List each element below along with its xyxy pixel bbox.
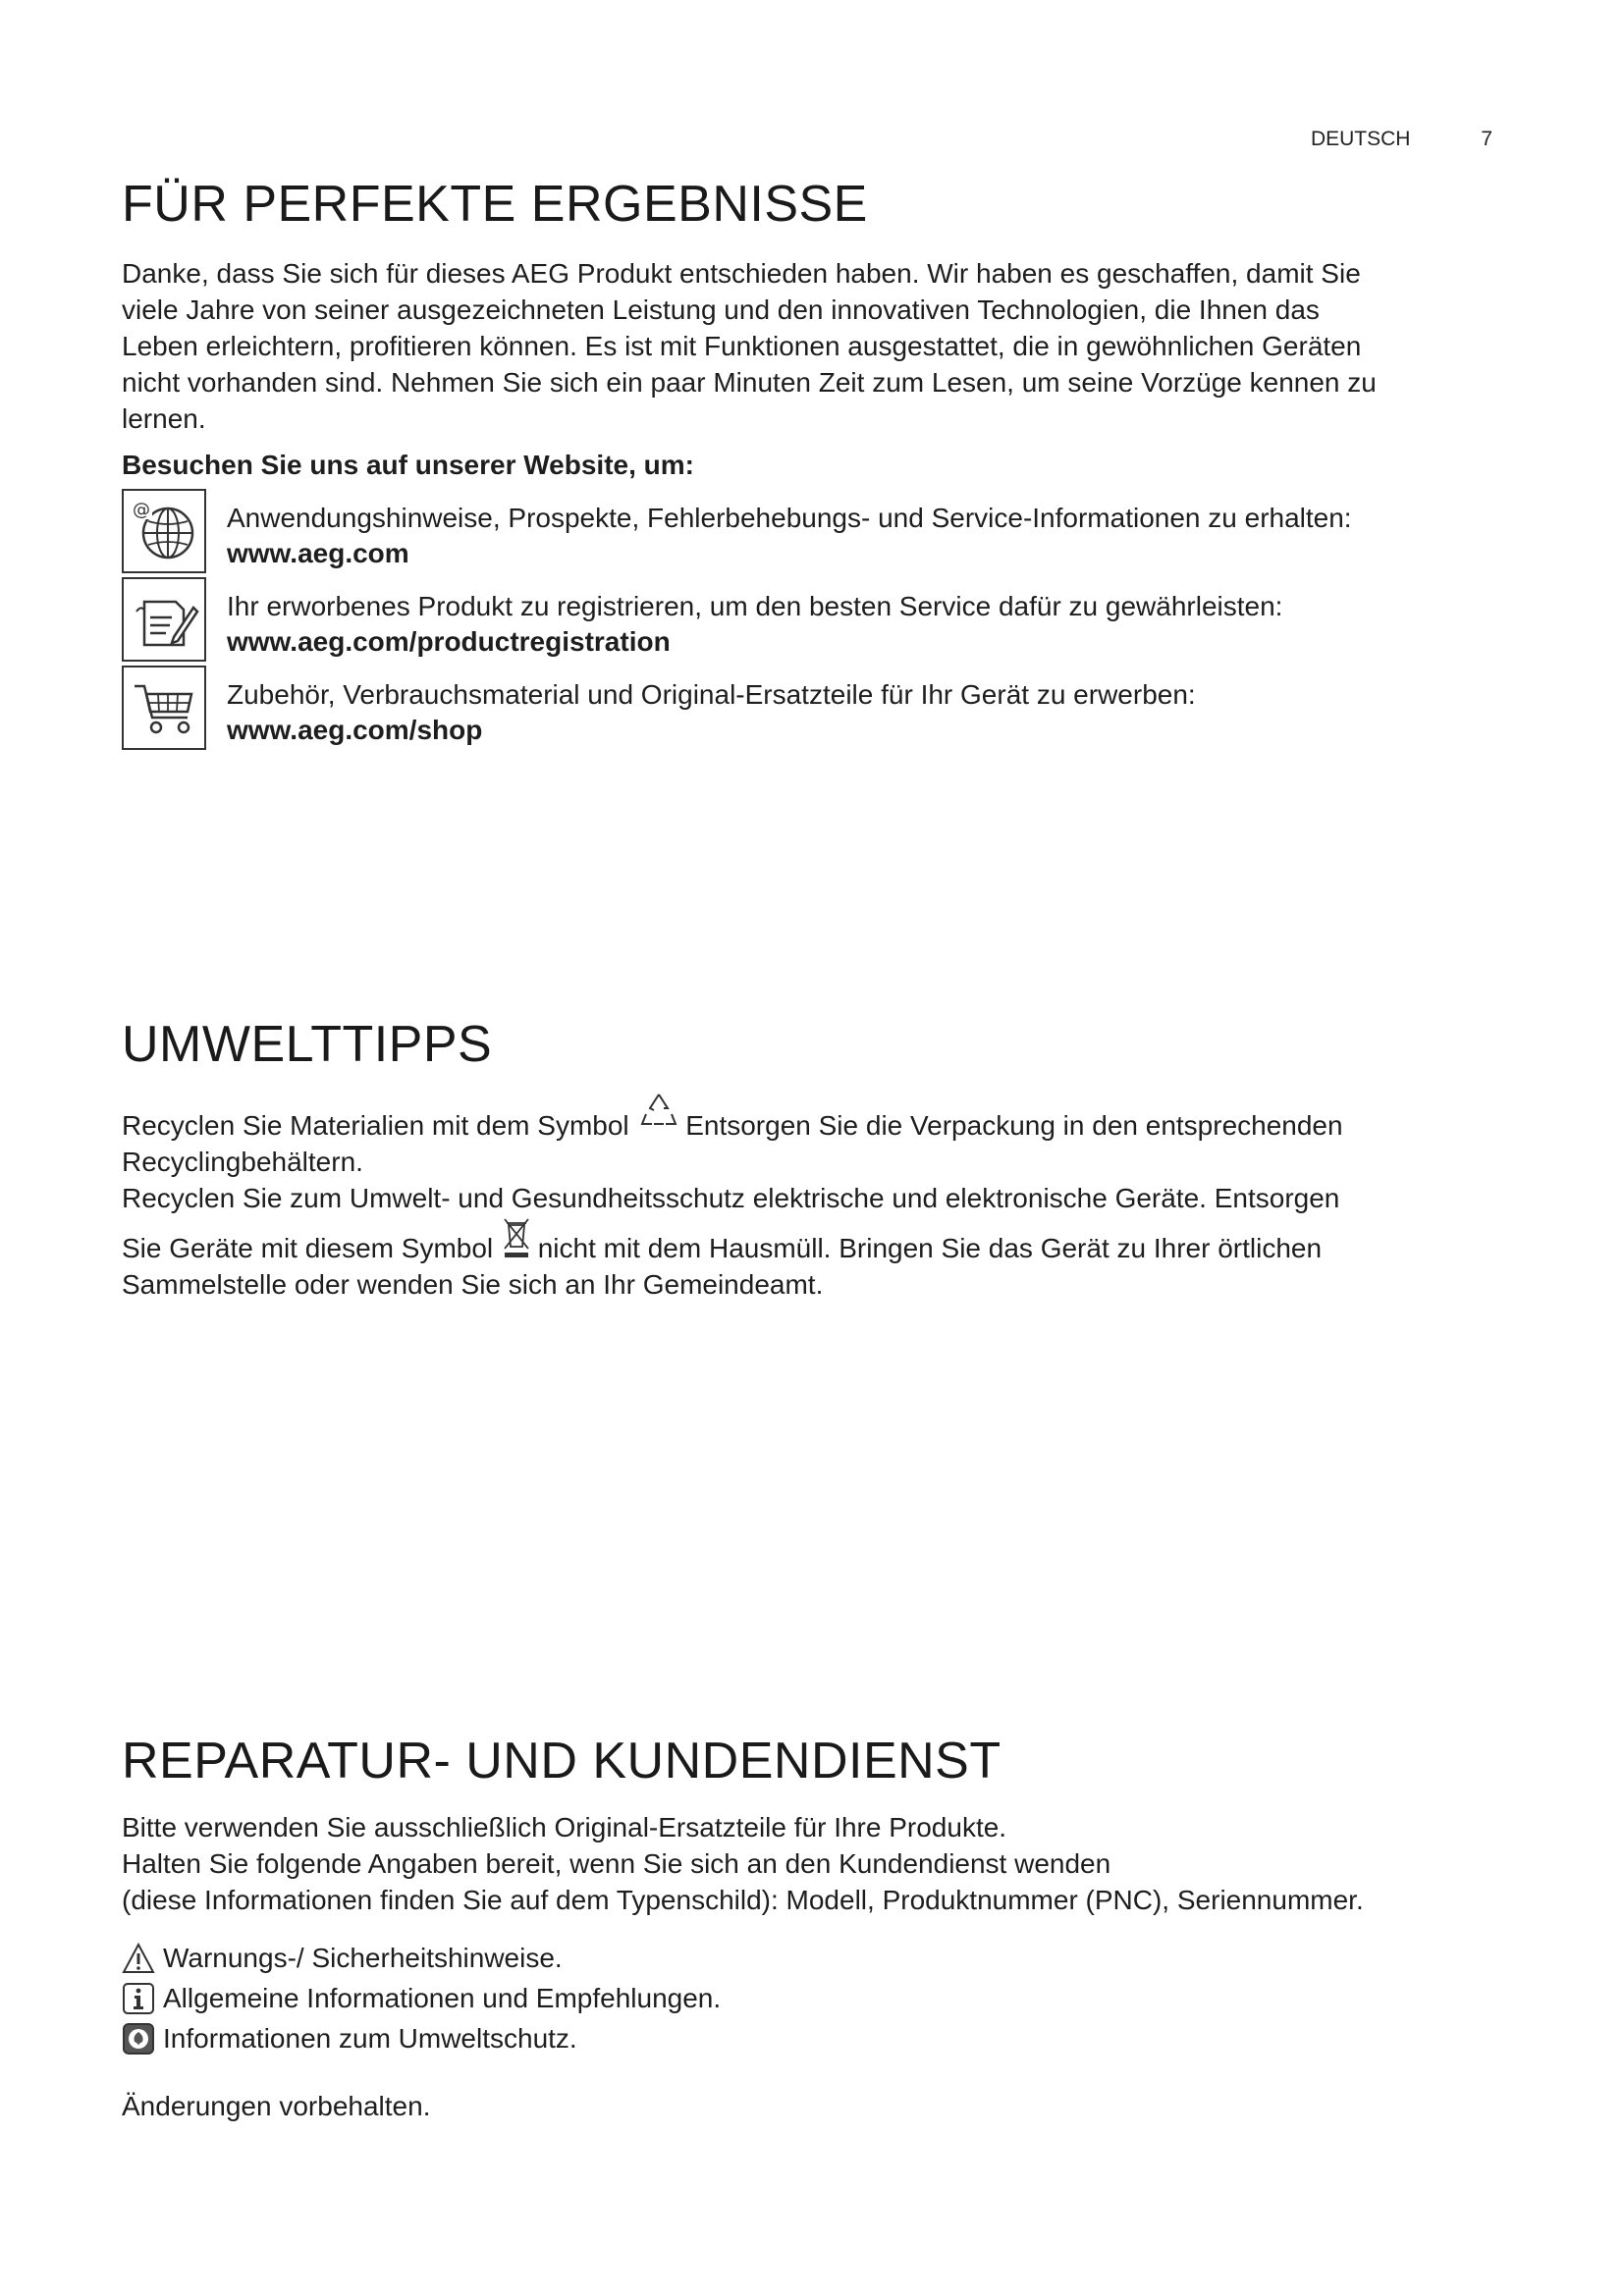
legend-text: Warnungs-/ Sicherheitshinweise. xyxy=(163,1942,563,1973)
legend-item-environment xyxy=(122,2018,1487,2058)
service-line: Bitte verwenden Sie ausschließlich Original-Ersatzteile für Ihre Produkte. xyxy=(122,1812,1007,1843)
shop-link[interactable]: www.aeg.com/shop xyxy=(227,715,483,746)
section-repair-service xyxy=(122,1734,1487,2124)
environment-line: Recyclingbehältern. xyxy=(122,1147,363,1178)
intro-line: Leben erleichtern, profitieren können. Es ist mit Funktionen ausgestattet, die in gewöhnlichen Geräten xyxy=(122,331,1362,362)
section-perfect-results xyxy=(122,177,1487,754)
weee-text-before: Sie Geräte mit diesem Symbol xyxy=(122,1233,494,1264)
service-line: (diese Informationen finden Sie auf dem Typenschild): Modell, Produktnummer (PNC), Seriennummer. xyxy=(122,1885,1364,1916)
svg-text:@: @ xyxy=(133,500,150,521)
crossed-bin-icon xyxy=(501,1231,530,1266)
intro-line: Danke, dass Sie sich für dieses AEG Produkt entschieden haben. Wir haben es geschaffen, damit Sie xyxy=(122,258,1361,290)
website-link[interactable]: www.aeg.com xyxy=(227,538,409,569)
service-line: Halten Sie folgende Angaben bereit, wenn Sie sich an den Kundendienst wenden xyxy=(122,1848,1111,1880)
warning-icon xyxy=(122,1942,155,1975)
registration-link[interactable]: www.aeg.com/productregistration xyxy=(227,626,671,658)
recycle-icon xyxy=(636,1104,677,1144)
visit-heading: Besuchen Sie uns auf unserer Website, um: xyxy=(122,450,694,481)
recycle-text-after: Entsorgen Sie die Verpackung in den entsprechenden xyxy=(685,1110,1343,1142)
legend-text: Informationen zum Umweltschutz. xyxy=(163,2022,577,2054)
section-title: FÜR PERFEKTE ERGEBNISSE xyxy=(122,176,868,233)
recycle-text-before: Recyclen Sie Materialien mit dem Symbol xyxy=(122,1110,629,1142)
page-number: 7 xyxy=(1481,128,1492,150)
link-description: Zubehör, Verbrauchsmaterial und Original-Ersatzteile für Ihr Gerät zu erwerben: xyxy=(227,679,1196,711)
link-text-block xyxy=(227,489,1352,571)
link-row-info xyxy=(122,489,1487,573)
intro-paragraph xyxy=(122,255,1487,437)
link-description: Anwendungshinweise, Prospekte, Fehlerbehebungs- und Service-Informationen zu erhalten: xyxy=(227,503,1352,534)
symbol-legend xyxy=(122,1938,1487,2058)
section-title: REPARATUR- UND KUNDENDIENST xyxy=(122,1733,1001,1789)
weee-text-after: nicht mit dem Hausmüll. Bringen Sie das Gerät zu Ihrer örtlichen xyxy=(537,1233,1323,1264)
link-text-block xyxy=(227,577,1282,660)
environment-line xyxy=(122,1230,1487,1266)
registration-icon xyxy=(122,577,206,662)
info-icon xyxy=(122,1982,155,2015)
link-description: Ihr erworbenes Produkt zu registrieren, um den besten Service dafür zu gewährleisten: xyxy=(227,591,1283,622)
legend-text: Allgemeine Informationen und Empfehlungen. xyxy=(163,1982,722,2013)
section-title: UMWELTTIPPS xyxy=(122,1016,493,1073)
link-row-shop xyxy=(122,666,1487,750)
service-paragraph xyxy=(122,1809,1487,1918)
page-header xyxy=(1311,128,1492,151)
shopping-cart-icon xyxy=(122,666,206,750)
globe-icon xyxy=(122,489,206,573)
link-text-block xyxy=(227,666,1196,748)
intro-line: lernen. xyxy=(122,403,206,435)
environment-paragraph xyxy=(122,1104,1487,1303)
footer-note: Änderungen vorbehalten. xyxy=(122,2091,431,2122)
environment-line xyxy=(122,1104,1487,1144)
environment-line: Recyclen Sie zum Umwelt- und Gesundheitsschutz elektrische und elektronische Geräte. Entsorgen xyxy=(122,1183,1340,1214)
language-label: DEUTSCH xyxy=(1310,128,1411,150)
section-environment-tips xyxy=(122,1017,1487,1303)
intro-line: nicht vorhanden sind. Nehmen Sie sich ein paar Minuten Zeit zum Lesen, um seine Vorzüge kennen zu xyxy=(122,367,1377,399)
intro-line: viele Jahre von seiner ausgezeichneten Leistung und den innovativen Technologien, die Ihnen das xyxy=(122,294,1320,326)
environment-icon xyxy=(122,2022,155,2056)
environment-line: Sammelstelle oder wenden Sie sich an Ihr Gemeindeamt. xyxy=(122,1269,824,1301)
legend-item-warning xyxy=(122,1938,1487,1978)
link-row-registration xyxy=(122,577,1487,662)
legend-item-info xyxy=(122,1978,1487,2018)
